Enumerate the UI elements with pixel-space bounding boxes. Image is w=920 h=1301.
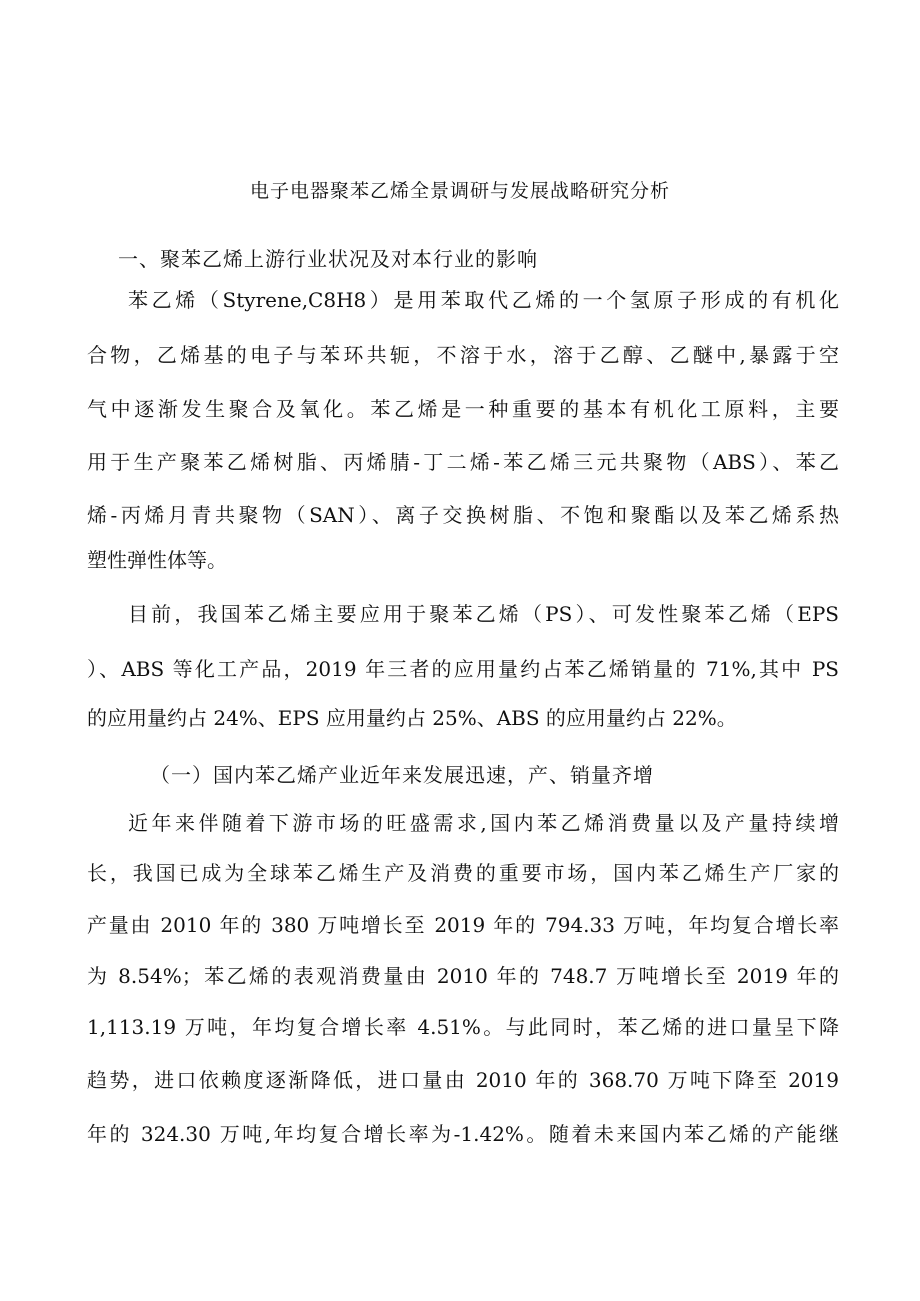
section-heading: 一、聚苯乙烯上游行业状况及对本行业的影响 — [118, 247, 538, 271]
paragraph2-line: 的应用量约占 24%、EPS 应用量约占 25%、ABS 的应用量约占 22%。 — [87, 706, 737, 730]
paragraph1-line: 用于生产聚苯乙烯树脂、丙烯腈-丁二烯-苯乙烯三元共聚物（ABS）、苯乙 — [87, 450, 839, 474]
paragraph3-line: 趋势，进口依赖度逐渐降低，进口量由 2010 年的 368.70 万吨下降至 2019 — [87, 1068, 839, 1092]
document-title: 电子电器聚苯乙烯全景调研与发展战略研究分析 — [249, 180, 670, 202]
paragraph1-line: 合物，乙烯基的电子与苯环共轭，不溶于水，溶于乙醇、乙醚中,暴露于空 — [87, 343, 839, 367]
paragraph1-line: 气中逐渐发生聚合及氧化。苯乙烯是一种重要的基本有机化工原料，主要 — [87, 397, 839, 421]
paragraph3-line: 年的 324.30 万吨,年均复合增长率为-1.42%。随着未来国内苯乙烯的产能继 — [87, 1122, 839, 1146]
paragraph1-line: 烯-丙烯月青共聚物（SAN）、离子交换树脂、不饱和聚酯以及苯乙烯系热 — [87, 503, 839, 527]
subheading: （一）国内苯乙烯产业近年来发展迅速，产、销量齐增 — [150, 763, 654, 787]
paragraph3-line: 近年来伴随着下游市场的旺盛需求,国内苯乙烯消费量以及产量持续增 — [128, 811, 839, 835]
paragraph1-line: 苯乙烯（Styrene,C8H8）是用苯取代乙烯的一个氢原子形成的有机化 — [128, 288, 839, 312]
paragraph2-line: ）、ABS 等化工产品，2019 年三者的应用量约占苯乙烯销量的 71%,其中 PS — [87, 657, 839, 681]
paragraph1-line: 塑性弹性体等。 — [87, 548, 227, 572]
paragraph3-line: 1,113.19 万吨，年均复合增长率 4.51%。与此同时，苯乙烯的进口量呈下降 — [87, 1015, 839, 1039]
paragraph3-line: 长，我国已成为全球苯乙烯生产及消费的重要市场，国内苯乙烯生产厂家的 — [87, 861, 839, 885]
paragraph2-line: 目前，我国苯乙烯主要应用于聚苯乙烯（PS）、可发性聚苯乙烯（EPS — [128, 602, 839, 626]
paragraph3-line: 产量由 2010 年的 380 万吨增长至 2019 年的 794.33 万吨，年均复合增长率 — [87, 913, 839, 937]
paragraph3-line: 为 8.54%；苯乙烯的表观消费量由 2010 年的 748.7 万吨增长至 2019 年的 — [87, 964, 839, 988]
